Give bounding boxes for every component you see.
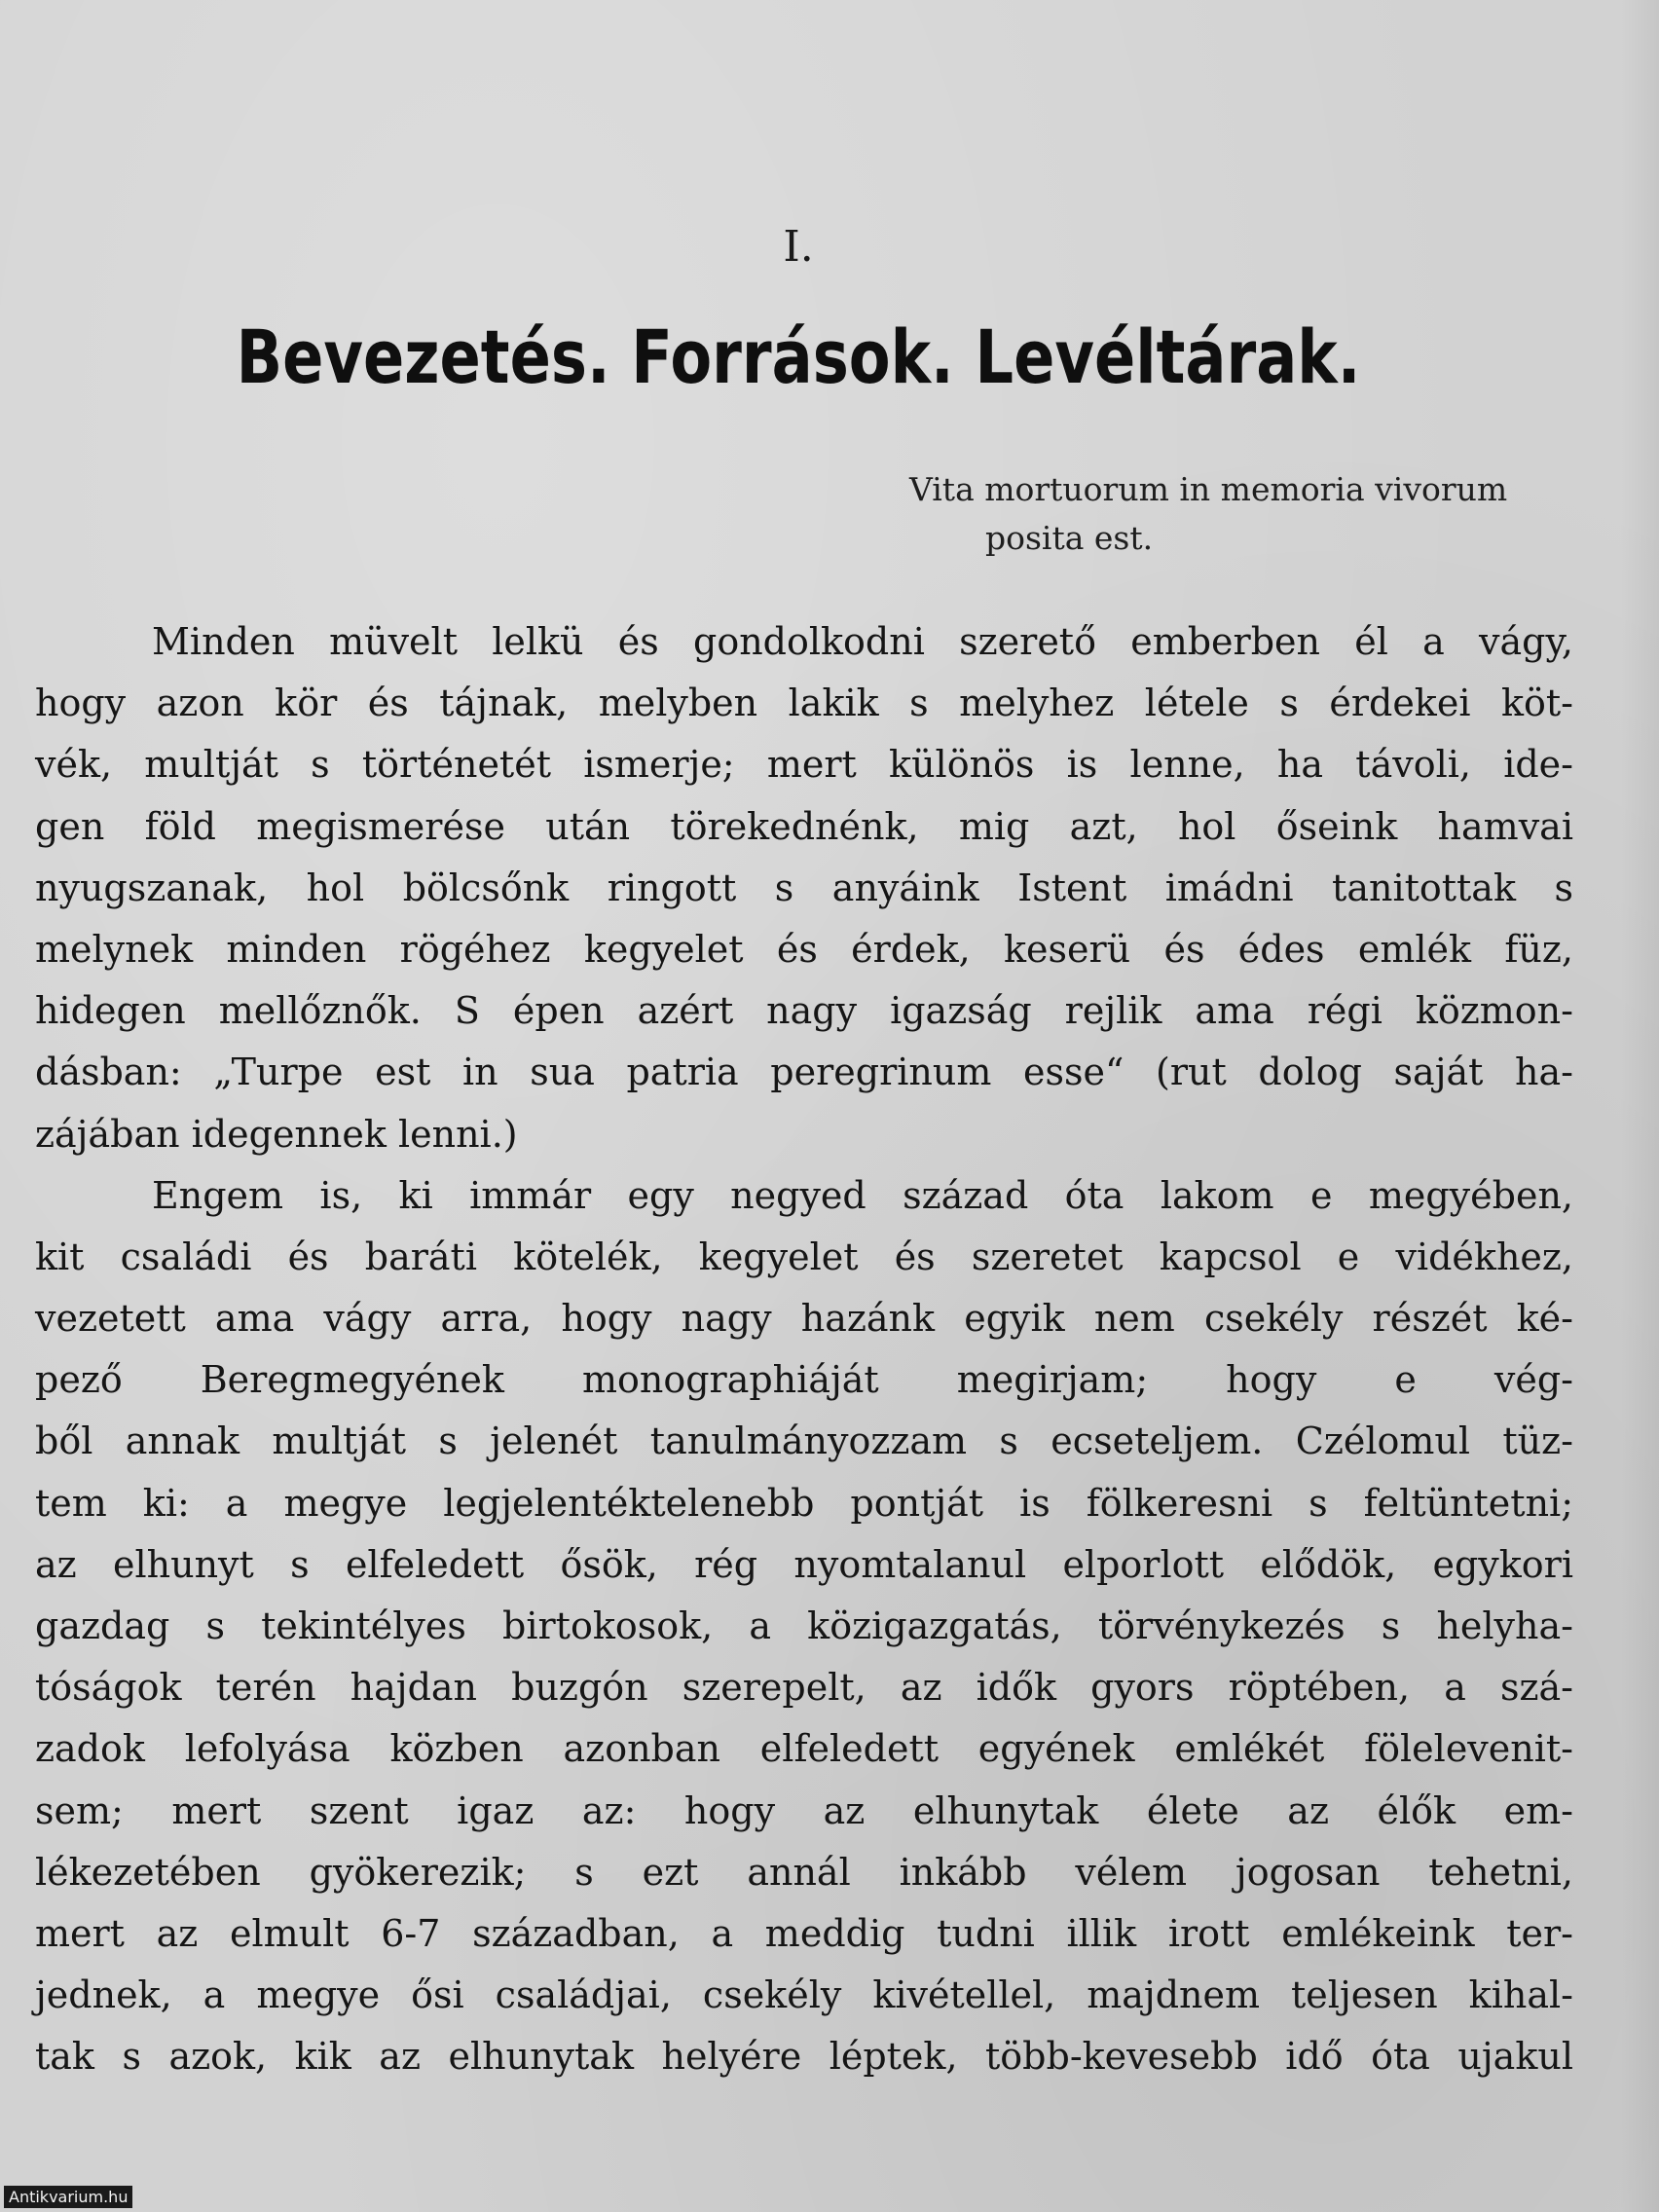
text-line: zájában idegennek lenni.) — [35, 1112, 518, 1156]
page-edge-shadow — [1620, 0, 1659, 2212]
text-line: tem ki: a megye legjelentéktelenebb pontját is fölkeresni s feltüntetni; — [35, 1481, 1573, 1525]
text-line: kit családi és baráti kötelék, kegyelet és szeretet kapcsol e vidékhez, — [35, 1235, 1573, 1278]
text-line: dásban: „Turpe est in sua patria peregrinum esse“ (rut dolog saját ha- — [35, 1051, 1573, 1094]
watermark: Antikvarium.hu — [4, 2186, 132, 2208]
text-line: tak s azok, kik az elhunytak helyére léptek, több-kevesebb idő óta ujakul — [35, 2035, 1573, 2079]
text-line: hidegen mellőznők. S épen azért nagy igazság rejlik ama régi közmon- — [35, 989, 1573, 1033]
text-line: az elhunyt s elfeledett ősök, rég nyomtalanul elporlott elődök, egykori — [35, 1542, 1573, 1586]
text-line: pező Beregmegyének monographiáját megirjam; hogy e vég- — [35, 1358, 1573, 1402]
text-line: hogy azon kör és tájnak, melyben lakik s melyhez létele s érdekei köt- — [35, 682, 1573, 725]
text-line: Minden müvelt lelkü és gondolkodni szerető emberben él a vágy, — [152, 620, 1573, 663]
motto-epigraph — [909, 465, 1620, 563]
text-line: ből annak multját s jelenét tanulmányozzam s ecseteljem. Czélomul tüz- — [35, 1419, 1573, 1463]
text-line: zadok lefolyása közben azonban elfeledett egyének emlékét fölelevenit- — [35, 1727, 1573, 1771]
chapter-number: I. — [783, 222, 814, 272]
text-line: lékezetében gyökerezik; s ezt annál inkább vélem jogosan tehetni, — [35, 1850, 1573, 1894]
text-line: vezetett ama vágy arra, hogy nagy hazánk egyik nem csekély részét ké- — [35, 1297, 1573, 1341]
text-line: sem; mert szent igaz az: hogy az elhunytak élete az élők em- — [35, 1788, 1573, 1832]
text-line: gen föld megismerése után törekednénk, mig azt, hol őseink hamvai — [35, 804, 1573, 848]
chapter-title: Bevezetés. Források. Levéltárak. — [236, 313, 1361, 400]
text-line: melynek minden rögéhez kegyelet és érdek, keserü és édes emlék füz, — [35, 927, 1573, 971]
text-line: vék, multját s történetét ismerje; mert különös is lenne, ha távoli, ide- — [35, 743, 1573, 787]
text-line: mert az elmult 6-7 században, a meddig tudni illik irott emlékeink ter- — [35, 1911, 1573, 1955]
text-line: tóságok terén hajdan buzgón szerepelt, az idők gyors röptében, a szá- — [35, 1666, 1573, 1710]
motto-line-1: Vita mortuorum in memoria vivorum — [909, 470, 1508, 508]
text-line: nyugszanak, hol bölcsőnk ringott s anyáink Istent imádni tanitottak s — [35, 866, 1573, 909]
text-line: Engem is, ki immár egy negyed század óta lakom e megyében, — [152, 1173, 1573, 1217]
text-line: jednek, a megye ősi családjai, csekély kivétellel, majdnem teljesen kihal- — [35, 1973, 1573, 2017]
text-line: gazdag s tekintélyes birtokosok, a közigazgatás, törvénykezés s helyha- — [35, 1604, 1573, 1647]
motto-line-2: posita est. — [985, 519, 1154, 557]
body-text — [35, 611, 1573, 2088]
